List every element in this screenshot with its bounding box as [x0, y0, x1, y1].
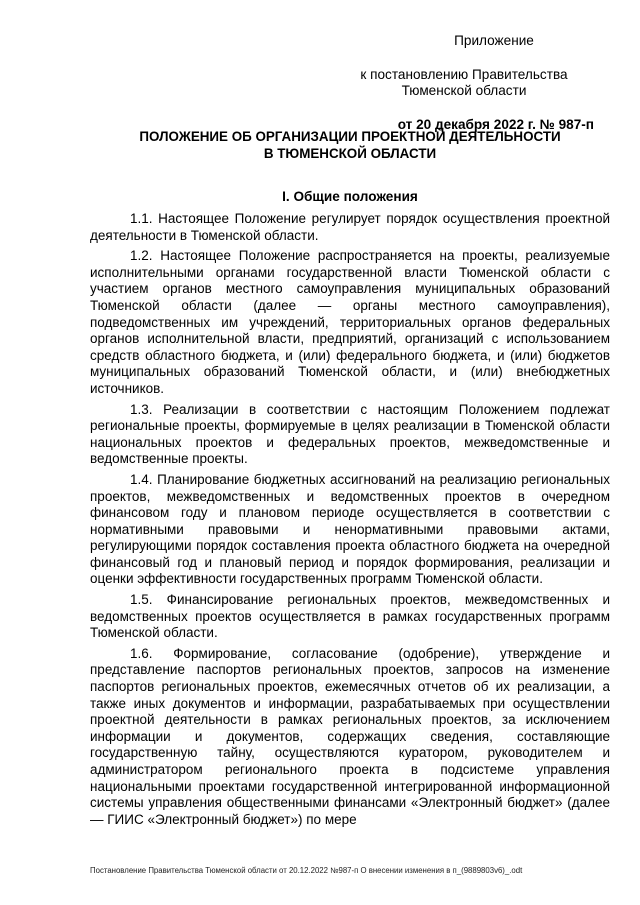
document-title [90, 128, 610, 162]
region-name: Тюменской области [401, 83, 527, 98]
paragraph-1-3: 1.3. Реализации в соответствии с настоящим Положением подлежат региональные проекты, формируемые в целях реализации в Тюменской области национальных проектов и федеральных проектов, межведомственные и ведомственные проекты. [90, 401, 610, 467]
section-heading: I. Общие положения [282, 189, 418, 204]
title-line-1: ПОЛОЖЕНИЕ ОБ ОРГАНИЗАЦИИ ПРОЕКТНОЙ ДЕЯТЕЛЬНОСТИ [139, 129, 561, 144]
resolution-reference: к постановлению Правительства [360, 67, 568, 82]
document-header [334, 33, 594, 133]
paragraph-1-4: 1.4. Планирование бюджетных ассигнований на реализацию региональных проектов, межведомственных и ведомственных проектов в очередном финансовом году и плановом периоде осуществляется в соответствии с нормативными правовыми и ненормативными правовыми актами, регулирующими порядок составления проекта областного бюджета на очередной финансовый год и плановый период и порядок формирования, реализации и оценки эффективности государственных программ Тюменской области. [90, 471, 610, 587]
appendix-label: Приложение [454, 33, 534, 48]
paragraph-1-2: 1.2. Настоящее Положение распространяется на проекты, реализуемые исполнительными органами государственной власти Тюменской области с участием органов местного самоуправления муниципальных образований Тюменской области (далее — органы местного самоуправления), подведомственных им учреждений, территориальных органов федеральных органов исполнительной власти, предприятий, организаций с использованием средств областного бюджета, и (или) федерального бюджета, и (или) бюджетов муниципальных образований Тюменской области, и (или) внебюджетных источников. [90, 248, 610, 396]
paragraph-1-5: 1.5. Финансирование региональных проектов, межведомственных и ведомственных проектов осуществляется в рамках государственных программ Тюменской области. [90, 592, 610, 641]
paragraph-1-1: 1.1. Настоящее Положение регулирует порядок осуществления проектной деятельности в Тюменской области. [90, 211, 610, 243]
title-line-2: В ТЮМЕНСКОЙ ОБЛАСТИ [263, 146, 437, 161]
document-body [90, 211, 610, 832]
paragraph-1-6: 1.6. Формирование, согласование (одобрение), утверждение и представление паспортов региональных проектов, запросов на изменение паспортов региональных проектов, ежемесячных отчетов об их реализации, а также иных документов и информации, разрабатываемых при осуществлении проектной деятельности в рамках региональных проектов, за исключением информации и документов, содержащих сведения, составляющие государственную тайну, осуществляются куратором, руководителем и администратором регионального проекта в подсистеме управления национальными проектами государственной интегрированной информационной системы управления общественными финансами «Электронный бюджет» (далее — ГИИС «Электронный бюджет») по мере [90, 645, 610, 827]
resolution-date: от 20 декабря 2022 г. № 987-п [397, 117, 594, 132]
page-footer: Постановление Правительства Тюменской области от 20.12.2022 №987-п О внесении изменения в п_(9889803v6)_.odt [90, 866, 523, 875]
